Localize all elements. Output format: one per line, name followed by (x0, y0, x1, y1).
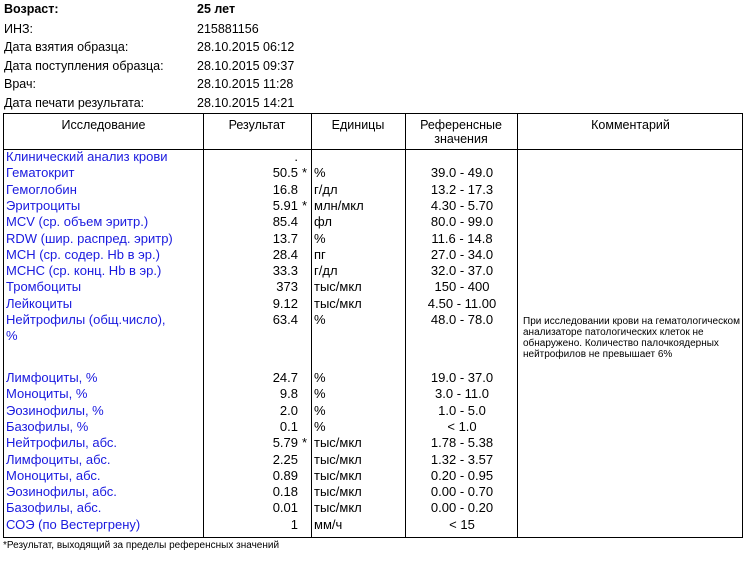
result-value: 5.79 (272, 435, 298, 451)
test-name: Нейтрофилы, абс. (6, 435, 118, 451)
test-name: MCHC (ср. конц. Hb в эр.) (6, 263, 162, 279)
unit: г/дл (314, 181, 338, 197)
table-row (4, 296, 742, 312)
result-value: 50.5 (272, 165, 298, 181)
info-line (4, 75, 744, 93)
results-table (3, 113, 743, 538)
table-row (4, 386, 742, 402)
test-name: Эритроциты (6, 197, 81, 213)
test-name: Эозинофилы, абс. (6, 484, 117, 500)
info-line (4, 57, 744, 75)
header-units: Единицы (331, 118, 385, 132)
result-value: 16.8 (272, 181, 298, 197)
result-value: 373 (276, 279, 298, 295)
result-value: 63.4 (272, 312, 298, 327)
info-label: ИНЗ: (4, 21, 34, 36)
test-name: Лейкоциты (6, 295, 73, 311)
out-of-range-flag: * (302, 197, 308, 213)
unit: % (314, 312, 326, 327)
result-value: 33.3 (272, 263, 298, 279)
unit: % (314, 370, 326, 385)
table-row (4, 263, 742, 279)
result-value: 0.01 (272, 500, 298, 516)
info-line (4, 0, 744, 18)
info-label: Дата печати результата: (4, 96, 145, 110)
reference-range: 4.50 - 11.00 (427, 295, 497, 311)
unit: % (314, 165, 326, 181)
table-row (4, 468, 742, 484)
info-label: Дата поступления образца: (4, 58, 164, 73)
info-value: 28.10.2015 14:21 (197, 96, 295, 110)
table-row (4, 198, 742, 214)
test-name: MCH (ср. содер. Hb в эр.) (6, 246, 160, 262)
info-line (4, 94, 744, 112)
unit: тыс/мкл (314, 451, 362, 467)
unit: тыс/мкл (314, 484, 362, 500)
unit: тыс/мкл (314, 279, 362, 295)
header-comment: Комментарий (591, 118, 670, 132)
comment-text: При исследовании крови на гематологическом анализаторе патологических клеток не обнаружено. Количество палочкоядерных нейтрофилов не превышает 6% (523, 316, 740, 360)
table-row (4, 165, 742, 181)
unit: тыс/мкл (314, 435, 362, 451)
test-name: Базофилы, абс. (6, 500, 102, 516)
result-value: 0.18 (272, 484, 298, 500)
table-row (4, 231, 742, 247)
result-value: 2.25 (272, 451, 298, 467)
result-value: 85.4 (272, 214, 298, 230)
table-row (4, 484, 742, 500)
reference-range: 13.2 - 17.3 (430, 181, 494, 197)
reference-range: < 1.0 (447, 418, 477, 434)
unit: тыс/мкл (314, 500, 362, 516)
reference-range: 4.30 - 5.70 (430, 197, 494, 213)
unit: % (314, 230, 326, 246)
result-value: . (294, 149, 298, 164)
table-row (4, 370, 742, 386)
footnote: *Результат, выходящий за пределы референсных значений (3, 540, 280, 551)
header-reference: Референсные значения (420, 118, 502, 146)
reference-range: 150 - 400 (434, 279, 490, 295)
result-value: 28.4 (272, 246, 298, 262)
unit: тыс/мкл (314, 467, 362, 483)
reference-range: 48.0 - 78.0 (430, 312, 494, 327)
table-row (4, 452, 742, 468)
reference-range: 3.0 - 11.0 (435, 386, 489, 402)
table-header (4, 114, 742, 150)
test-name: Тромбоциты (6, 279, 82, 295)
reference-range: 1.0 - 5.0 (438, 402, 486, 418)
unit: % (314, 402, 326, 418)
header-test: Исследование (61, 118, 146, 132)
result-value: 5.91 (272, 197, 298, 213)
result-value: 9.12 (272, 295, 298, 311)
unit: фл (314, 214, 332, 230)
table-row (4, 149, 742, 165)
table-row (4, 279, 742, 295)
unit: % (314, 386, 326, 402)
table-row (4, 435, 742, 451)
info-value: 28.10.2015 09:37 (197, 58, 295, 73)
test-name: Гематокрит (6, 165, 75, 181)
unit: тыс/мкл (314, 295, 362, 311)
test-name: Клинический анализ крови (6, 149, 168, 164)
test-name: Лимфоциты, абс. (6, 451, 111, 467)
table-row (4, 214, 742, 230)
result-value: 13.7 (272, 230, 298, 246)
test-name: Нейтрофилы (общ.число), (6, 312, 166, 327)
test-name: Моноциты, абс. (6, 467, 101, 483)
test-name-cont: % (6, 328, 18, 343)
reference-range: 19.0 - 37.0 (430, 370, 494, 385)
unit: % (314, 418, 326, 434)
table-row (4, 419, 742, 435)
test-name: Гемоглобин (6, 181, 77, 197)
reference-range: 0.00 - 0.70 (430, 484, 494, 500)
info-line (4, 38, 744, 56)
test-name: Эозинофилы, % (6, 402, 104, 418)
reference-range: 27.0 - 34.0 (430, 246, 494, 262)
reference-range: 1.32 - 3.57 (430, 451, 494, 467)
test-name: Моноциты, % (6, 386, 88, 402)
table-row (4, 247, 742, 263)
unit: пг (314, 246, 326, 262)
info-value: 25 лет (197, 2, 236, 16)
reference-range: 80.0 - 99.0 (430, 214, 494, 230)
info-value: 215881156 (197, 21, 259, 36)
reference-range: 32.0 - 37.0 (430, 263, 494, 279)
info-line (4, 20, 744, 38)
reference-range: 1.78 - 5.38 (430, 435, 494, 451)
test-name: MCV (ср. объем эритр.) (6, 214, 149, 230)
reference-range: 0.20 - 0.95 (430, 467, 494, 483)
info-value: 28.10.2015 06:12 (197, 40, 295, 55)
info-label: Врач: (4, 77, 36, 92)
info-label: Возраст: (4, 2, 59, 16)
table-row (4, 182, 742, 198)
reference-range: 0.00 - 0.20 (430, 500, 494, 516)
result-value: 24.7 (272, 370, 298, 385)
table-row (4, 403, 742, 419)
info-value: 28.10.2015 11:28 (197, 77, 294, 92)
out-of-range-flag: * (302, 165, 308, 181)
reference-range: 39.0 - 49.0 (430, 165, 494, 181)
reference-range: < 15 (449, 516, 475, 532)
result-value: 1 (290, 516, 298, 532)
test-name: RDW (шир. распред. эритр) (6, 230, 173, 246)
unit: г/дл (314, 263, 338, 279)
test-name: Базофилы, % (6, 418, 89, 434)
result-value: 9.8 (279, 386, 298, 402)
info-label: Дата взятия образца: (4, 40, 129, 55)
header-result: Результат (228, 118, 286, 132)
result-value: 0.89 (272, 467, 298, 483)
out-of-range-flag: * (302, 435, 308, 451)
table-row (4, 500, 742, 516)
unit: млн/мкл (314, 197, 364, 213)
result-value: 0.1 (279, 418, 298, 434)
result-value: 2.0 (279, 402, 298, 418)
reference-range: 11.6 - 14.8 (431, 230, 493, 246)
test-name: СОЭ (по Вестергрену) (6, 516, 141, 532)
test-name: Лимфоциты, % (6, 370, 98, 385)
unit: мм/ч (314, 516, 343, 532)
table-row (4, 517, 742, 533)
